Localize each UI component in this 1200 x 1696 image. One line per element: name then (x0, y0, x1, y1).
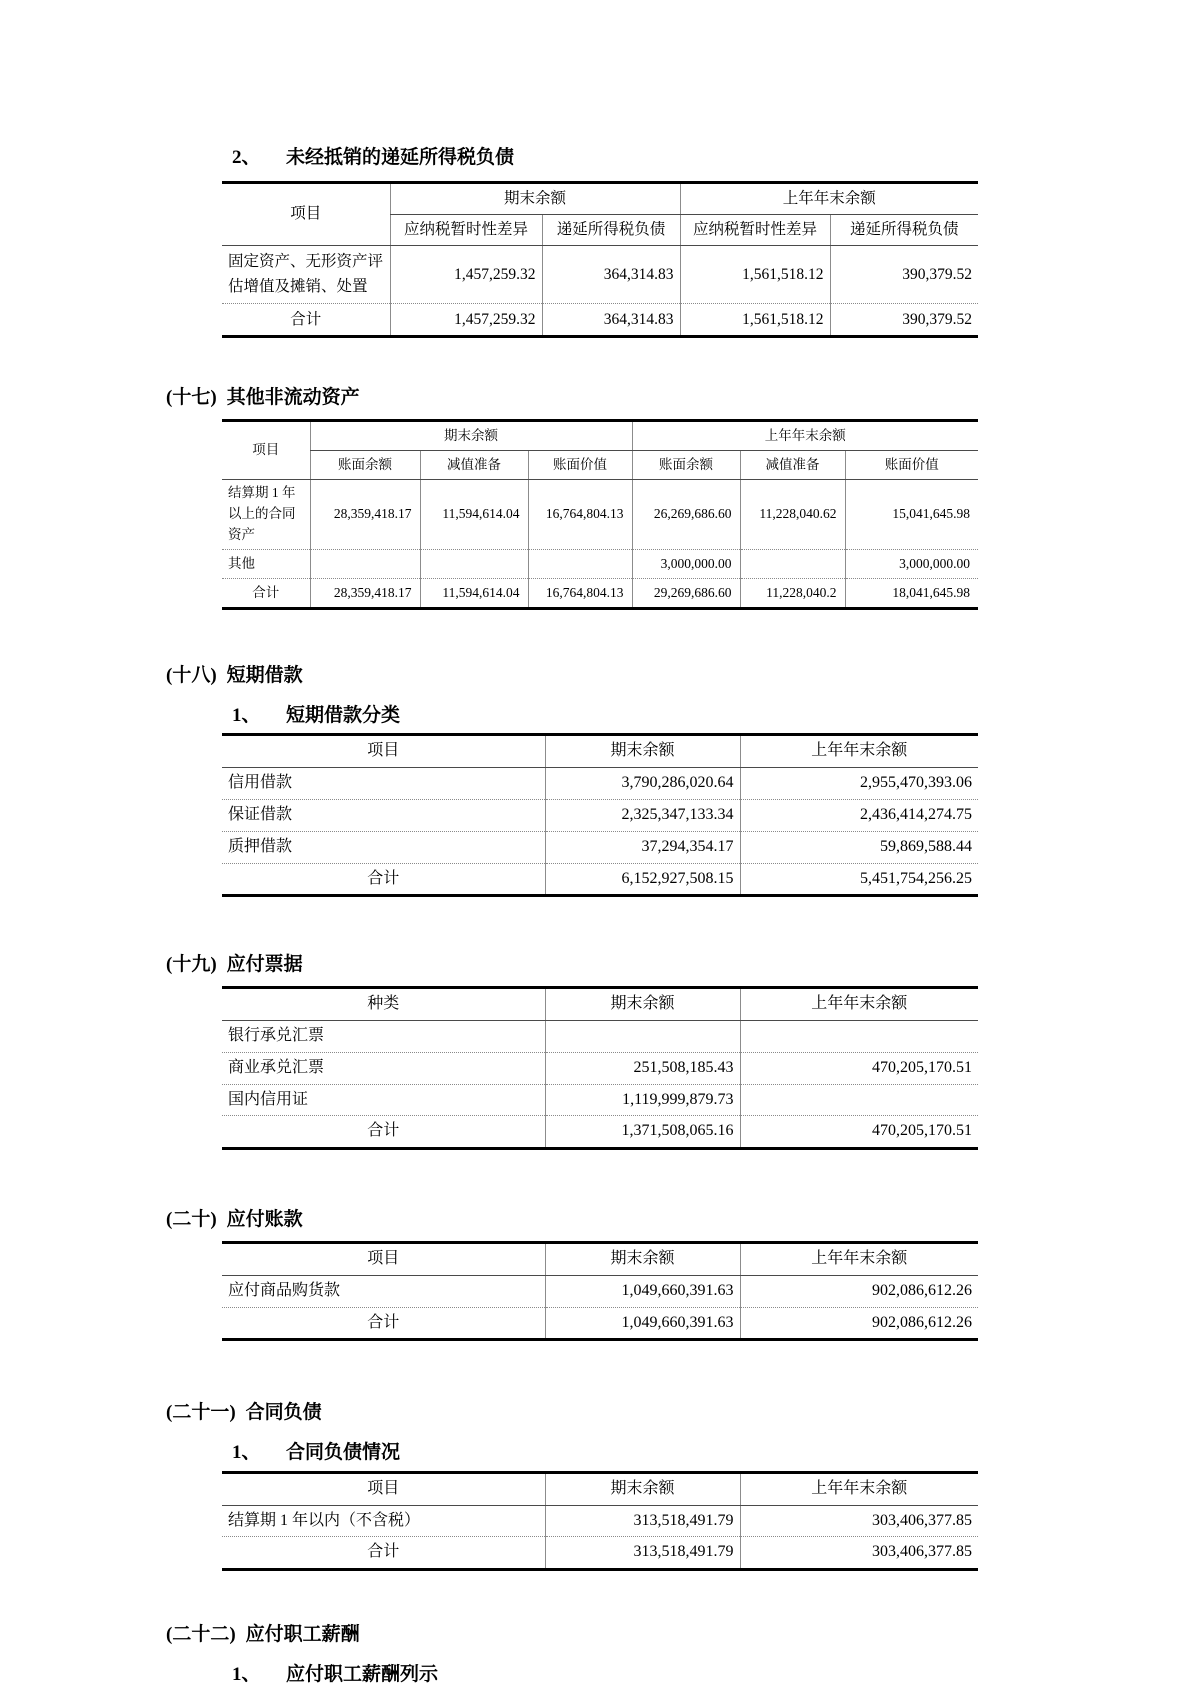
column-header-book-value: 账面价值 (528, 451, 632, 480)
column-group-prior-year-end: 上年年末余额 (632, 421, 978, 451)
heading-short-term-borrowings-classification (232, 704, 1200, 728)
table-row (222, 1505, 978, 1537)
section-number: (二十) (166, 1209, 217, 1231)
section-number: (十七) (166, 387, 217, 409)
heading-title: 短期借款分类 (286, 704, 401, 726)
heading-title: 未经抵销的递延所得税负债 (286, 147, 515, 168)
column-group-period-end: 期末余额 (390, 182, 680, 214)
table-header-row (222, 421, 978, 451)
cell-value (545, 1021, 740, 1053)
cell-value: 11,228,040.62 (740, 480, 845, 550)
cell-value (740, 1021, 978, 1053)
row-label: 商业承兑汇票 (222, 1052, 545, 1084)
table-header-row (222, 1472, 978, 1505)
total-label: 合计 (252, 584, 280, 600)
table-subheader-row (222, 451, 978, 480)
cell-value: 251,508,185.43 (545, 1052, 740, 1084)
cell-value: 11,228,040.2 (740, 578, 845, 608)
cell-value: 18,041,645.98 (845, 578, 978, 608)
other-noncurrent-assets-table (222, 419, 978, 610)
cell-value (420, 549, 528, 578)
heading-employee-benefits-payable-presentation (232, 1663, 1200, 1687)
column-header-impairment-provision: 减值准备 (420, 451, 528, 480)
table-total-row (222, 303, 978, 337)
column-header-period-end: 期末余额 (545, 735, 740, 768)
cell-value: 26,269,686.60 (632, 480, 740, 550)
table-total-row (222, 1116, 978, 1149)
heading-contract-liabilities-details (232, 1441, 1200, 1465)
column-header-type: 种类 (222, 988, 545, 1021)
cell-value: 16,764,804.13 (528, 480, 632, 550)
cell-value: 1,371,508,065.16 (545, 1116, 740, 1149)
table-row (222, 1275, 978, 1307)
column-header-book-balance: 账面余额 (632, 451, 740, 480)
cell-value: 313,518,491.79 (545, 1505, 740, 1537)
cell-value: 28,359,418.17 (310, 578, 420, 608)
cell-value: 470,205,170.51 (740, 1116, 978, 1149)
row-label: 结算期 1 年以内（不含税） (222, 1505, 545, 1537)
cell-value: 1,049,660,391.63 (545, 1307, 740, 1340)
heading-title: 应付职工薪酬列示 (286, 1663, 439, 1685)
row-label: 信用借款 (222, 768, 545, 800)
section-number: (二十一) (166, 1402, 236, 1424)
column-header-item: 项目 (222, 735, 545, 768)
cell-value: 1,119,999,879.73 (545, 1084, 740, 1116)
cell-value: 3,000,000.00 (845, 549, 978, 578)
cell-value: 2,955,470,393.06 (740, 768, 978, 800)
heading-number: 1、 (232, 1442, 261, 1464)
column-header-prior-year-end: 上年年末余额 (740, 1242, 978, 1275)
table-row (222, 1021, 978, 1053)
table-header-row (222, 182, 978, 214)
cell-value: 28,359,418.17 (310, 480, 420, 550)
row-label: 国内信用证 (222, 1084, 545, 1116)
table-total-row (222, 863, 978, 896)
cell-value: 1,561,518.12 (680, 303, 830, 337)
column-header-prior-year-end: 上年年末余额 (740, 988, 978, 1021)
cell-value: 364,314.83 (542, 245, 680, 303)
cell-value: 11,594,614.04 (420, 578, 528, 608)
section-heading-employee-benefits-payable (166, 1623, 1200, 1647)
table-row (222, 768, 978, 800)
column-group-period-end: 期末余额 (310, 421, 632, 451)
cell-value: 2,325,347,133.34 (545, 800, 740, 832)
column-header-period-end: 期末余额 (545, 1242, 740, 1275)
cell-value: 3,000,000.00 (632, 549, 740, 578)
total-label: 合计 (367, 1313, 400, 1331)
section-title: 应付职工薪酬 (245, 1624, 360, 1646)
table-header-row (222, 1242, 978, 1275)
section-title: 其他非流动资产 (226, 387, 360, 409)
cell-value: 364,314.83 (542, 303, 680, 337)
heading-number: 1、 (232, 1663, 261, 1685)
total-label: 合计 (367, 1122, 400, 1140)
cell-value: 390,379.52 (830, 245, 978, 303)
row-label: 结算期 1 年以上的合同资产 (222, 480, 310, 550)
table-row (222, 1084, 978, 1116)
cell-value: 15,041,645.98 (845, 480, 978, 550)
cell-value: 6,152,927,508.15 (545, 863, 740, 896)
column-header-deferred-tax-liab: 递延所得税负债 (542, 214, 680, 245)
section-number: (二十二) (166, 1624, 236, 1646)
row-label: 银行承兑汇票 (222, 1021, 545, 1053)
cell-value: 3,790,286,020.64 (545, 768, 740, 800)
short-term-borrowings-table (222, 733, 978, 897)
contract-liabilities-table (222, 1471, 978, 1571)
table-total-row (222, 578, 978, 608)
cell-value: 1,457,259.32 (390, 303, 542, 337)
column-header-item: 项目 (222, 421, 310, 480)
table-header-row (222, 988, 978, 1021)
section-heading-contract-liabilities (166, 1401, 1200, 1425)
cell-value: 5,451,754,256.25 (740, 863, 978, 896)
table-row (222, 800, 978, 832)
table-row (222, 480, 978, 550)
cell-value: 1,561,518.12 (680, 245, 830, 303)
cell-value: 59,869,588.44 (740, 831, 978, 863)
cell-value (740, 1084, 978, 1116)
column-header-item: 项目 (222, 182, 390, 245)
column-header-period-end: 期末余额 (545, 1472, 740, 1505)
row-label: 应付商品购货款 (222, 1275, 545, 1307)
cell-value: 2,436,414,274.75 (740, 800, 978, 832)
column-header-book-balance: 账面余额 (310, 451, 420, 480)
row-label: 其他 (222, 549, 310, 578)
column-header-book-value: 账面价值 (845, 451, 978, 480)
table-total-row (222, 1307, 978, 1340)
section-title: 应付账款 (226, 1209, 303, 1231)
column-header-prior-year-end: 上年年末余额 (740, 1472, 978, 1505)
column-header-taxable-temp-diff: 应纳税暂时性差异 (390, 214, 542, 245)
cell-value (740, 549, 845, 578)
section-title: 短期借款 (226, 664, 303, 686)
heading-unoffset-deferred-tax-liabilities (232, 146, 1200, 170)
total-label: 合计 (367, 869, 400, 887)
column-header-period-end: 期末余额 (545, 988, 740, 1021)
cell-value: 902,086,612.26 (740, 1275, 978, 1307)
table-row (222, 1052, 978, 1084)
table-row (222, 245, 978, 303)
notes-payable-table (222, 986, 978, 1150)
cell-value: 470,205,170.51 (740, 1052, 978, 1084)
cell-value: 303,406,377.85 (740, 1505, 978, 1537)
section-number: (十八) (166, 664, 217, 686)
total-label: 合计 (290, 310, 322, 328)
total-label: 合计 (367, 1543, 400, 1561)
row-label: 质押借款 (222, 831, 545, 863)
cell-value: 303,406,377.85 (740, 1537, 978, 1570)
section-number: (十九) (166, 954, 217, 976)
heading-number: 2、 (232, 147, 261, 168)
heading-title: 合同负债情况 (286, 1442, 401, 1464)
column-header-deferred-tax-liab: 递延所得税负债 (830, 214, 978, 245)
column-header-impairment-provision: 减值准备 (740, 451, 845, 480)
row-label: 固定资产、无形资产评估增值及摊销、处置 (222, 245, 390, 303)
cell-value: 313,518,491.79 (545, 1537, 740, 1570)
cell-value (528, 549, 632, 578)
table-row (222, 549, 978, 578)
cell-value: 1,049,660,391.63 (545, 1275, 740, 1307)
table-row (222, 831, 978, 863)
cell-value: 29,269,686.60 (632, 578, 740, 608)
column-header-taxable-temp-diff: 应纳税暂时性差异 (680, 214, 830, 245)
cell-value: 390,379.52 (830, 303, 978, 337)
accounts-payable-table (222, 1241, 978, 1341)
cell-value: 902,086,612.26 (740, 1307, 978, 1340)
column-header-prior-year-end: 上年年末余额 (740, 735, 978, 768)
section-heading-notes-payable (166, 953, 1200, 977)
row-label: 保证借款 (222, 800, 545, 832)
column-group-prior-year-end: 上年年末余额 (680, 182, 978, 214)
section-title: 应付票据 (226, 954, 303, 976)
table-total-row (222, 1537, 978, 1570)
deferred-tax-liabilities-table (222, 181, 978, 339)
section-heading-short-term-borrowings (166, 664, 1200, 688)
cell-value: 16,764,804.13 (528, 578, 632, 608)
cell-value: 1,457,259.32 (390, 245, 542, 303)
cell-value (310, 549, 420, 578)
cell-value: 37,294,354.17 (545, 831, 740, 863)
column-header-item: 项目 (222, 1472, 545, 1505)
section-heading-accounts-payable (166, 1208, 1200, 1232)
section-title: 合同负债 (245, 1402, 322, 1424)
cell-value: 11,594,614.04 (420, 480, 528, 550)
section-heading-other-noncurrent-assets (166, 386, 1200, 410)
column-header-item: 项目 (222, 1242, 545, 1275)
heading-number: 1、 (232, 704, 261, 726)
table-header-row (222, 735, 978, 768)
